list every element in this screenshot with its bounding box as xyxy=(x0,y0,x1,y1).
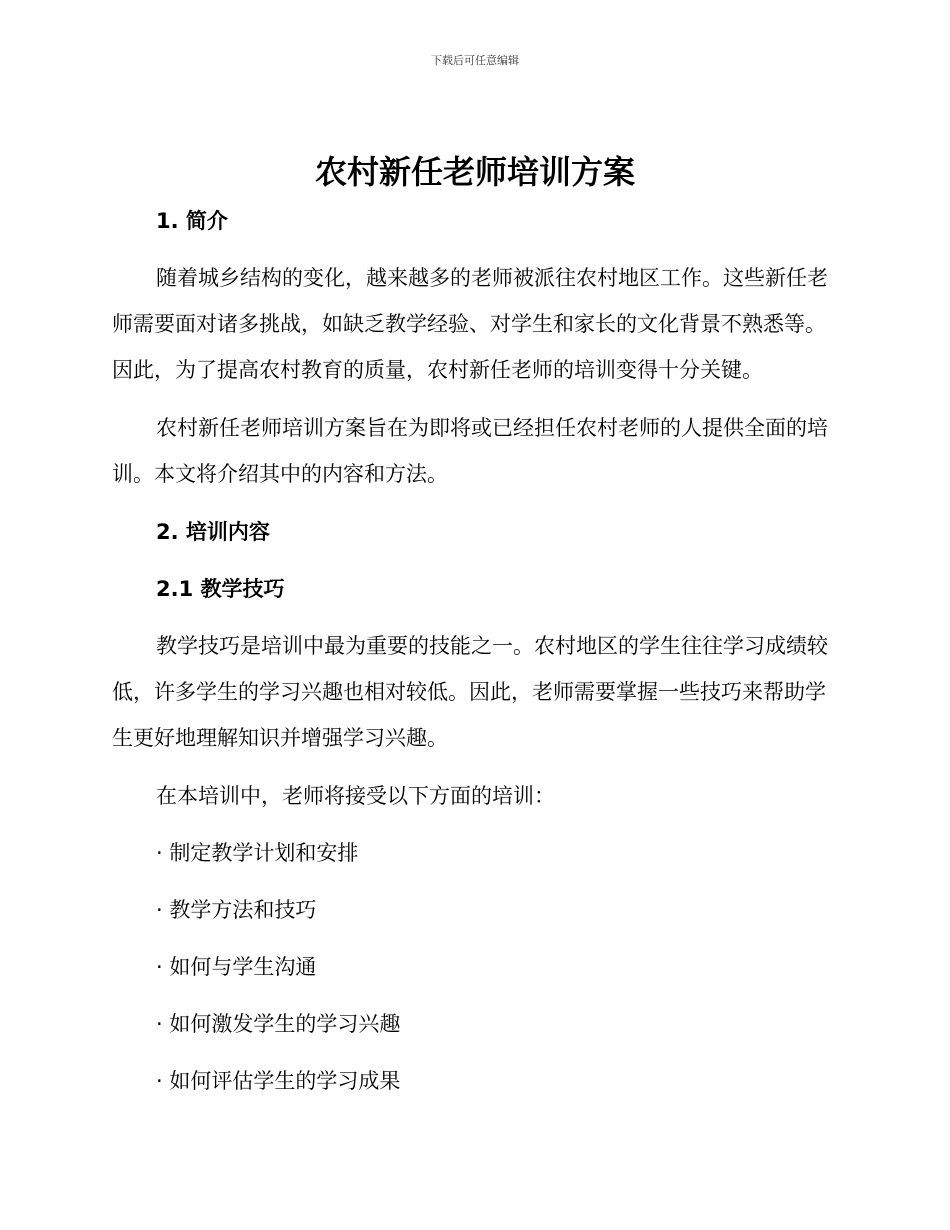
list-item: · 如何与学生沟通 xyxy=(156,955,317,979)
subsection-heading-skills: 2.1 教学技巧 xyxy=(156,577,285,601)
list-item: · 如何激发学生的学习兴趣 xyxy=(156,1012,401,1036)
document-body xyxy=(112,198,830,1104)
header-note: 下载后可任意编辑 xyxy=(431,54,519,67)
skills-paragraph-2: 在本培训中，老师将接受以下方面的培训： xyxy=(156,784,555,808)
intro-paragraph-2: 农村新任老师培训方案旨在为即将或已经担任农村老师的人提供全面的培训。本文将介绍其中的内容和方法。 xyxy=(112,416,828,486)
skills-paragraph-1: 教学技巧是培训中最为重要的技能之一。农村地区的学生往往学习成绩较低，许多学生的学习兴趣也相对较低。因此，老师需要掌握一些技巧来帮助学生更好地理解知识并增强学习兴趣。 xyxy=(112,634,828,750)
list-item: · 制定教学计划和安排 xyxy=(156,841,359,865)
list-item: · 教学方法和技巧 xyxy=(156,898,317,922)
section-heading-content: 2. 培训内容 xyxy=(156,520,270,544)
document-title: 农村新任老师培训方案 xyxy=(314,153,635,191)
section-heading-intro: 1. 简介 xyxy=(156,209,228,233)
intro-paragraph-1: 随着城乡结构的变化，越来越多的老师被派往农村地区工作。这些新任老师需要面对诸多挑战，如缺乏教学经验、对学生和家长的文化背景不熟悉等。因此，为了提高农村教育的质量，农村新任老师的培训变得十分关键。 xyxy=(112,266,828,382)
list-item: · 如何评估学生的学习成果 xyxy=(156,1069,401,1093)
